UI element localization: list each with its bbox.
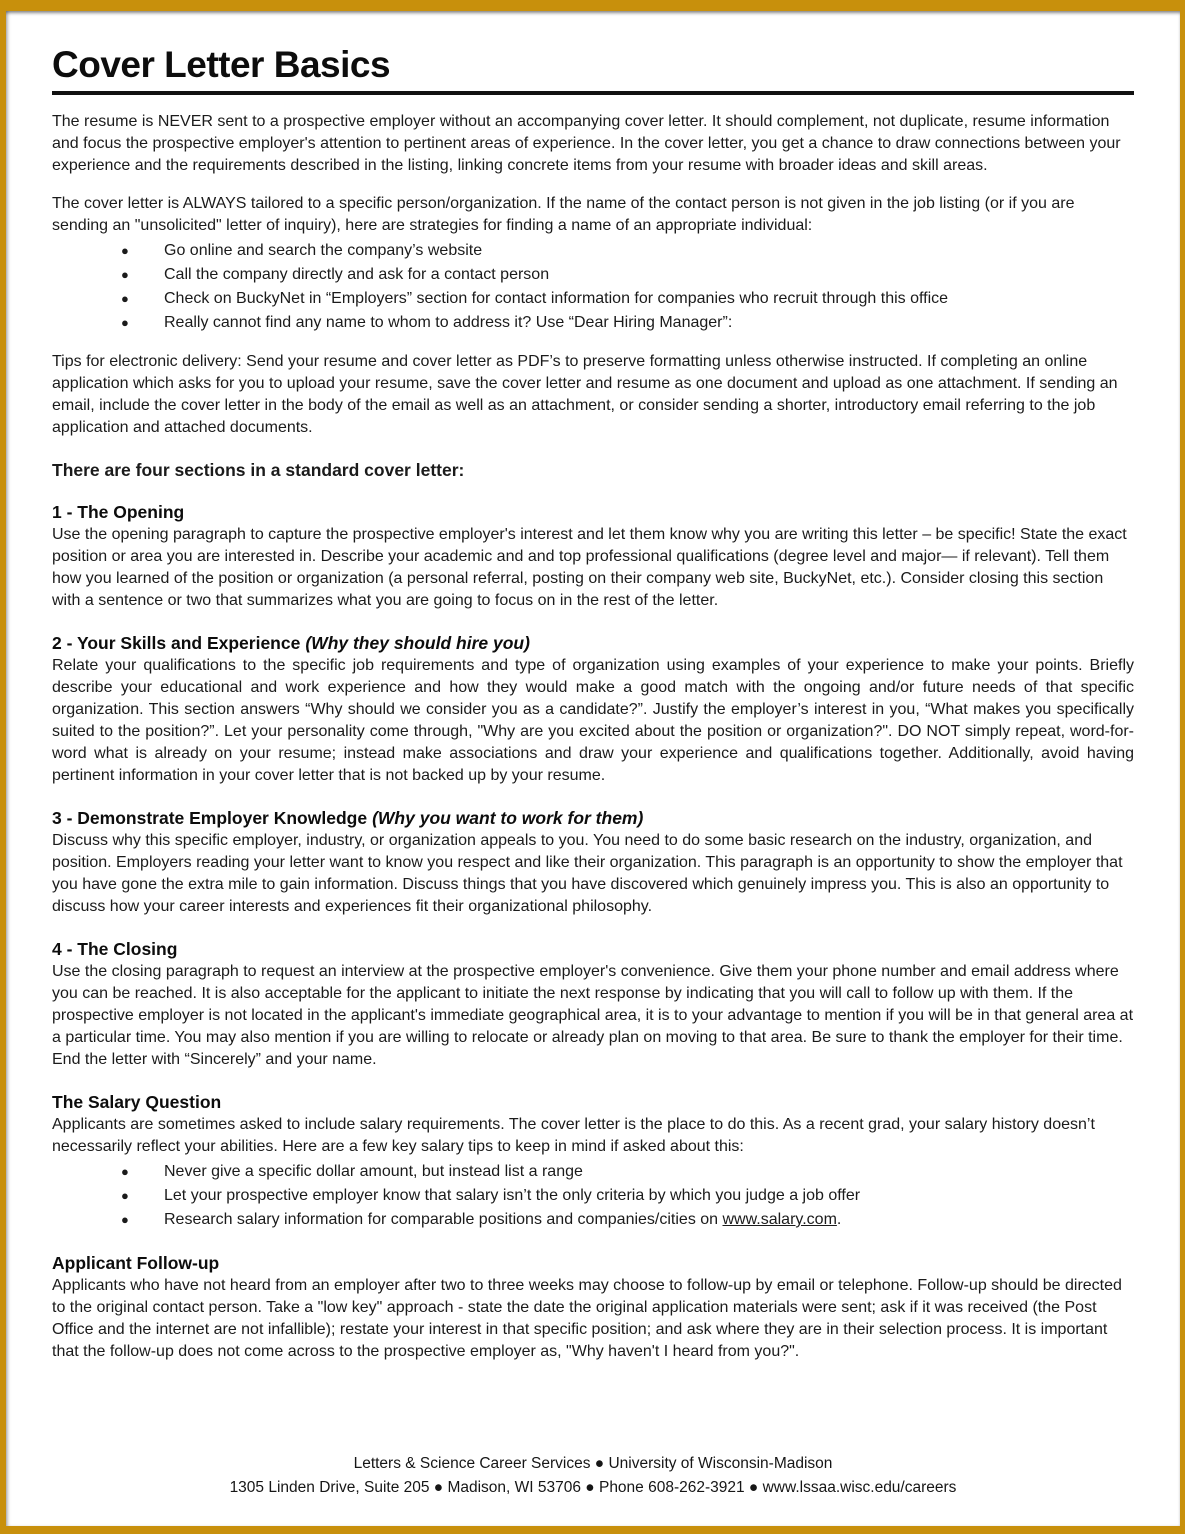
contact-strategies-list (52, 239, 1134, 335)
salary-tips-list (52, 1160, 1134, 1232)
document-page (6, 11, 1180, 1526)
list-item (52, 1160, 1134, 1184)
section-body-skills: Relate your qualifications to the specific job requirements and type of organization using examples of your experience to make your points. Briefly describe your educational and work experience and how they would make a good match with the ongoing and/or future needs of that specific organization. This section answers “Why should we consider you as a candidate?”. Justify the employer’s interest in you, “What makes you specifically suited to the position?”. Let your personality come through, "Why are you excited about the position or organization?". DO NOT simply repeat, word-for-word what is already on your resume; instead make associations and draw your experience and qualifications together. Additionally, avoid having pertinent information in your cover letter that is not backed up by your resume. (52, 657, 1134, 784)
list-item-text: Call the company directly and ask for a contact person (164, 266, 550, 283)
section-title: 1 - The Opening (52, 502, 185, 522)
list-item (52, 239, 1134, 263)
list-item (52, 1208, 1134, 1232)
section-subtitle: (Why they should hire you) (305, 633, 530, 653)
bullet-icon: ● (121, 243, 129, 258)
section-body-opening: Use the opening paragraph to capture the prospective employer's interest and let them know why you are writing this letter – be specific! State the exact position or area you are interested in. Describe your academic and and top professional qualifications (degree level and major— if relevant). Tell them how you learned of the position or organization (a personal referral, posting on their company web site, BuckyNet, etc.). Consider closing this section with a sentence or two that summarizes what you are going to focus on in the rest of the letter. (52, 526, 1127, 609)
list-item (52, 263, 1134, 287)
bullet-icon: ● (121, 315, 129, 330)
applicant-followup-paragraph: Applicants who have not heard from an employer after two to three weeks may choose to follow-up by email or telephone. Follow-up should be directed to the original contact person. Take a "low key" approach - state the date the original application materials were sent; ask if it was received (the Post Office and the internet are not infallible); restate your interest in that specific position; and ask where they are in their selection process. It is important that the follow-up does not come across to the prospective employer as, "Why haven't I heard from you?". (52, 1277, 1122, 1360)
salary-intro-paragraph: Applicants are sometimes asked to include salary requirements. The cover letter is the place to do this. As a recent grad, your salary history doesn’t necessarily reflect your abilities. Here are a few key salary tips to keep in mind if asked about this: (52, 1116, 1095, 1155)
section-title: 4 - The Closing (52, 939, 178, 959)
title-rule (52, 91, 1134, 95)
section-heading-opening (52, 501, 1134, 524)
list-item-text: Really cannot find any name to whom to address it? Use “Dear Hiring Manager”: (164, 314, 733, 331)
list-item-text: Research salary information for comparable positions and companies/cities on (164, 1211, 723, 1228)
footer-line-1: Letters & Science Career Services ● University of Wisconsin-Madison (353, 1455, 833, 1472)
bullet-icon: ● (121, 1212, 129, 1227)
salary-com-link[interactable]: www.salary.com (722, 1211, 837, 1228)
document-footer (52, 1452, 1134, 1500)
list-item-text: Let your prospective employer know that salary isn’t the only criteria by which you judge a job offer (164, 1187, 861, 1204)
four-sections-heading: There are four sections in a standard cover letter: (52, 460, 465, 480)
list-item-text: Go online and search the company’s website (164, 242, 483, 259)
section-body-closing: Use the closing paragraph to request an interview at the prospective employer's convenience. Give them your phone number and email address where you can be reached. It is also acceptable for the applicant to initiate the next response by indicating that you will call to follow up with them. If the prospective employer is not located in the applicant's immediate geographical area, it is to your advantage to mention if you will be in that general area at a particular time. You may also mention if you are willing to relocate or already plan on moving to that area. Be sure to thank the employer for their time. End the letter with “Sincerely” and your name. (52, 963, 1134, 1068)
page-title: Cover Letter Basics (52, 44, 391, 85)
section-title: 2 - Your Skills and Experience (52, 633, 301, 653)
list-item (52, 287, 1134, 311)
section-heading-closing (52, 938, 1134, 961)
intro-paragraph: The resume is NEVER sent to a prospective employer without an accompanying cover letter. It should complement, not duplicate, resume information and focus the prospective employer's attention to pertinent areas of experience. In the cover letter, you get a chance to draw connections between your experience and the requirements described in the listing, linking concrete items from your resume with broader ideas and skill areas. (52, 113, 1121, 174)
bullet-icon: ● (121, 1188, 129, 1203)
bullet-icon: ● (121, 1164, 129, 1179)
contact-paragraph: The cover letter is ALWAYS tailored to a specific person/organization. If the name of the contact person is not given in the job listing (or if you are sending an "unsolicited" letter of inquiry), here are strategies for finding a name of an appropriate individual: (52, 195, 1075, 234)
list-item (52, 311, 1134, 335)
list-item-text: Check on BuckyNet in “Employers” section for contact information for companies who recruit through this office (164, 290, 949, 307)
applicant-followup-heading: Applicant Follow-up (52, 1253, 220, 1273)
list-item-suffix: . (836, 1211, 842, 1228)
bullet-icon: ● (121, 267, 129, 282)
bullet-icon: ● (121, 291, 129, 306)
section-subtitle: (Why you want to work for them) (372, 808, 644, 828)
section-body-employer-knowledge: Discuss why this specific employer, industry, or organization appeals to you. You need to do some basic research on the industry, organization, and position. Employers reading your letter want to know you respect and like their organization. This paragraph is an opportunity to show the employer that you have gone the extra mile to gain information. Discuss things that you have discovered which genuinely impress you. This is also an opportunity to discuss how your career interests and experiences fit their organizational philosophy. (52, 832, 1123, 915)
section-heading-skills (52, 632, 1134, 655)
electronic-delivery-paragraph: Tips for electronic delivery: Send your resume and cover letter as PDF’s to preserve formatting unless otherwise instructed. If completing an online application which asks for you to upload your resume, save the cover letter and resume as one document and upload as one attachment. If sending an email, include the cover letter in the body of the email as well as an attachment, or consider sending a shorter, introductory email referring to the job application and attached documents. (52, 353, 1118, 436)
list-item (52, 1184, 1134, 1208)
salary-question-heading: The Salary Question (52, 1092, 222, 1112)
list-item-text: Never give a specific dollar amount, but instead list a range (164, 1163, 583, 1180)
footer-line-2: 1305 Linden Drive, Suite 205 ● Madison, WI 53706 ● Phone 608-262-3921 ● www.lssaa.wisc.edu/careers (229, 1479, 957, 1496)
section-heading-employer-knowledge (52, 807, 1134, 830)
section-title: 3 - Demonstrate Employer Knowledge (52, 808, 368, 828)
